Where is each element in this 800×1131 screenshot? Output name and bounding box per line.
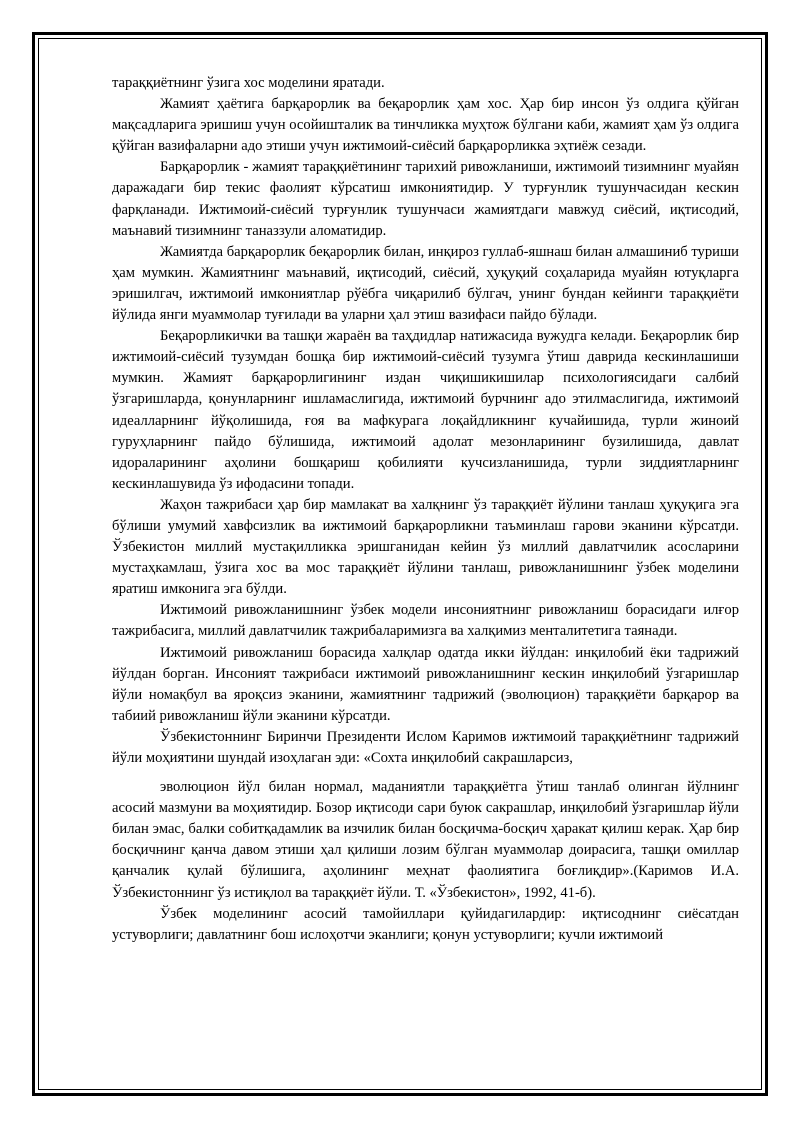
paragraph-stability-definition: Барқарорлик - жамият тараққиётининг тарихий ривожланиши, ижтимоий тизимнинг муайян даражадаги бир текис фаолият кўрсатиш имкониятидир. У турғунлик тушунчасидан кескин фарқланади. Ижтимоий-сиёсий турғунлик тушунчаси жамиятдаги мавжуд сиёсий, иқтисодий, маънавий тизимнинг таназзули аломатидир. — [112, 159, 739, 239]
document-body — [112, 73, 739, 946]
paragraph-instability-causes: Беқарорликички ва ташқи жараён ва таҳдидлар натижасида вужудга келади. Беқарорлик бир ижтимоий-сиёсий тузумдан бошқа бир ижтимоий-сиёсий тузумга ўтиш даврида кескинлашиши мумкин. Жамият барқарорлигининг издан чиқишикишилар психологиясидаги салбий ўзгаришларда, қонунларнинг ишламаслигида, ижтимоий бурчнинг адо этилмаслигида, ижтимоий идеалларнинг йўқолишида, ғоя ва мафкурага лоқайдликнинг кучайишида, турли жиноий гуруҳларнинг пайдо бўлишида, ижтимоий адолат мезонларининг бузилишида, давлат идораларининг аҳолини бошқариш қобилияти кучсизланишида, турли зиддиятларнинг кескинлашувида ўз ифодасини топади. — [112, 328, 739, 492]
paragraph-instability-alternation: Жамиятда барқарорлик беқарорлик билан, инқироз гуллаб-яшнаш билан алмашиниб туриши ҳам мумкин. Жамиятнинг маънавий, иқтисодий, сиёсий, ҳуқуқий соҳаларида муайян ютуқларга эришилгач, ижтимоий имкониятлар рўёбга чиқарилиб бўлгач, унинг бундан кейинги тараққиёти йўлида янги муаммолар туғилади ва уларни ҳал этиш вазифаси пайдо бўлади. — [112, 243, 739, 324]
paragraph-model-principles: Ўзбек моделининг асосий тамойиллари қуйидагилардир: иқтисоднинг сиёсатдан устуворлиги; давлатнинг бош ислоҳотчи эканлиги; қонун устуворлиги; кучли ижтимоий — [112, 905, 739, 943]
paragraph-two-paths: Ижтимоий ривожланиш борасида халқлар одатда икки йўлдан: инқилобий ёки тадрижий йўлдан борган. Инсоният тажрибаси ижтимоий ривожланишнинг кескин инқилобий ўзгаришлар йўли номақбул ва яроқсиз эканини, жамиятнинг тадрижий (эволюцион) тараққиёти барқарор ва табиий ривожланиш йўли эканини кўрсатди. — [112, 644, 739, 724]
paragraph-uzbek-model: Ижтимоий ривожланишнинг ўзбек модели инсониятнинг ривожланиш борасидаги илғор тажрибасига, миллий давлатчилик тажрибаларимизга ва халқимиз менталитетига таянади. — [112, 602, 739, 640]
paragraph-quote: эволюцион йўл билан нормал, маданиятли тараққиётга ўтиш танлаб олинган йўлнинг асосий мазмуни ва моҳиятидир. Бозор иқтисоди сари буюк сакрашлар, инқилобий ўзгаришлар йўли билан эмас, балки собитқадамлик ва изчилик билан босқичма-босқич ҳаракат қилиш керак. Ҳар бир босқичнинг қанча давом этиши ҳал қилиши лозим бўлган муаммолар доирасига, ташқи омиллар қанчалик қулай бўлишига, аҳолининг меҳнат фаолиятига боғлиқдир».(Каримов И.А. Ўзбекистоннинг ўз истиқлол ва тараққиёт йўли. Т. «Ўзбекистон», 1992, 41-б). — [112, 779, 739, 901]
paragraph-world-experience: Жаҳон тажрибаси ҳар бир мамлакат ва халқнинг ўз тараққиёт йўлини танлаш ҳуқуқига эга бўлиши умумий хавфсизлик ва ижтимоий барқарорликни таъминлаш гарови эканини кўрсатди. Ўзбекистон миллий мустақилликка эришганидан кейин ўз миллий давлатчилик асосларини мустаҳкамлаш, ўзига хос ва мос тараққиёт йўлини танлаш, ривожланишнинг ўзбек моделини яратиш имконига эга бўлди. — [112, 496, 739, 598]
paragraph-society-stability: Жамият ҳаётига барқарорлик ва беқарорлик ҳам хос. Ҳар бир инсон ўз олдига қўйган мақсадларига эришиш учун осойишталик ва тинчликка муҳтож бўлгани каби, жамият ҳам ўз олдига қўйган вазифаларни адо этиши учун ижтимоий-сиёсий барқарорликка эҳтиёж сезади. — [112, 96, 739, 155]
paragraph-continuation: тараққиётнинг ўзига хос моделини яратади. — [112, 75, 385, 91]
paragraph-president-quote-intro: Ўзбекистоннинг Биринчи Президенти Ислом Каримов ижтимоий тараққиётнинг тадрижий йўли моҳиятини шундай изоҳлаган эди: «Сохта инқилобий сакрашларсиз, — [112, 728, 739, 766]
